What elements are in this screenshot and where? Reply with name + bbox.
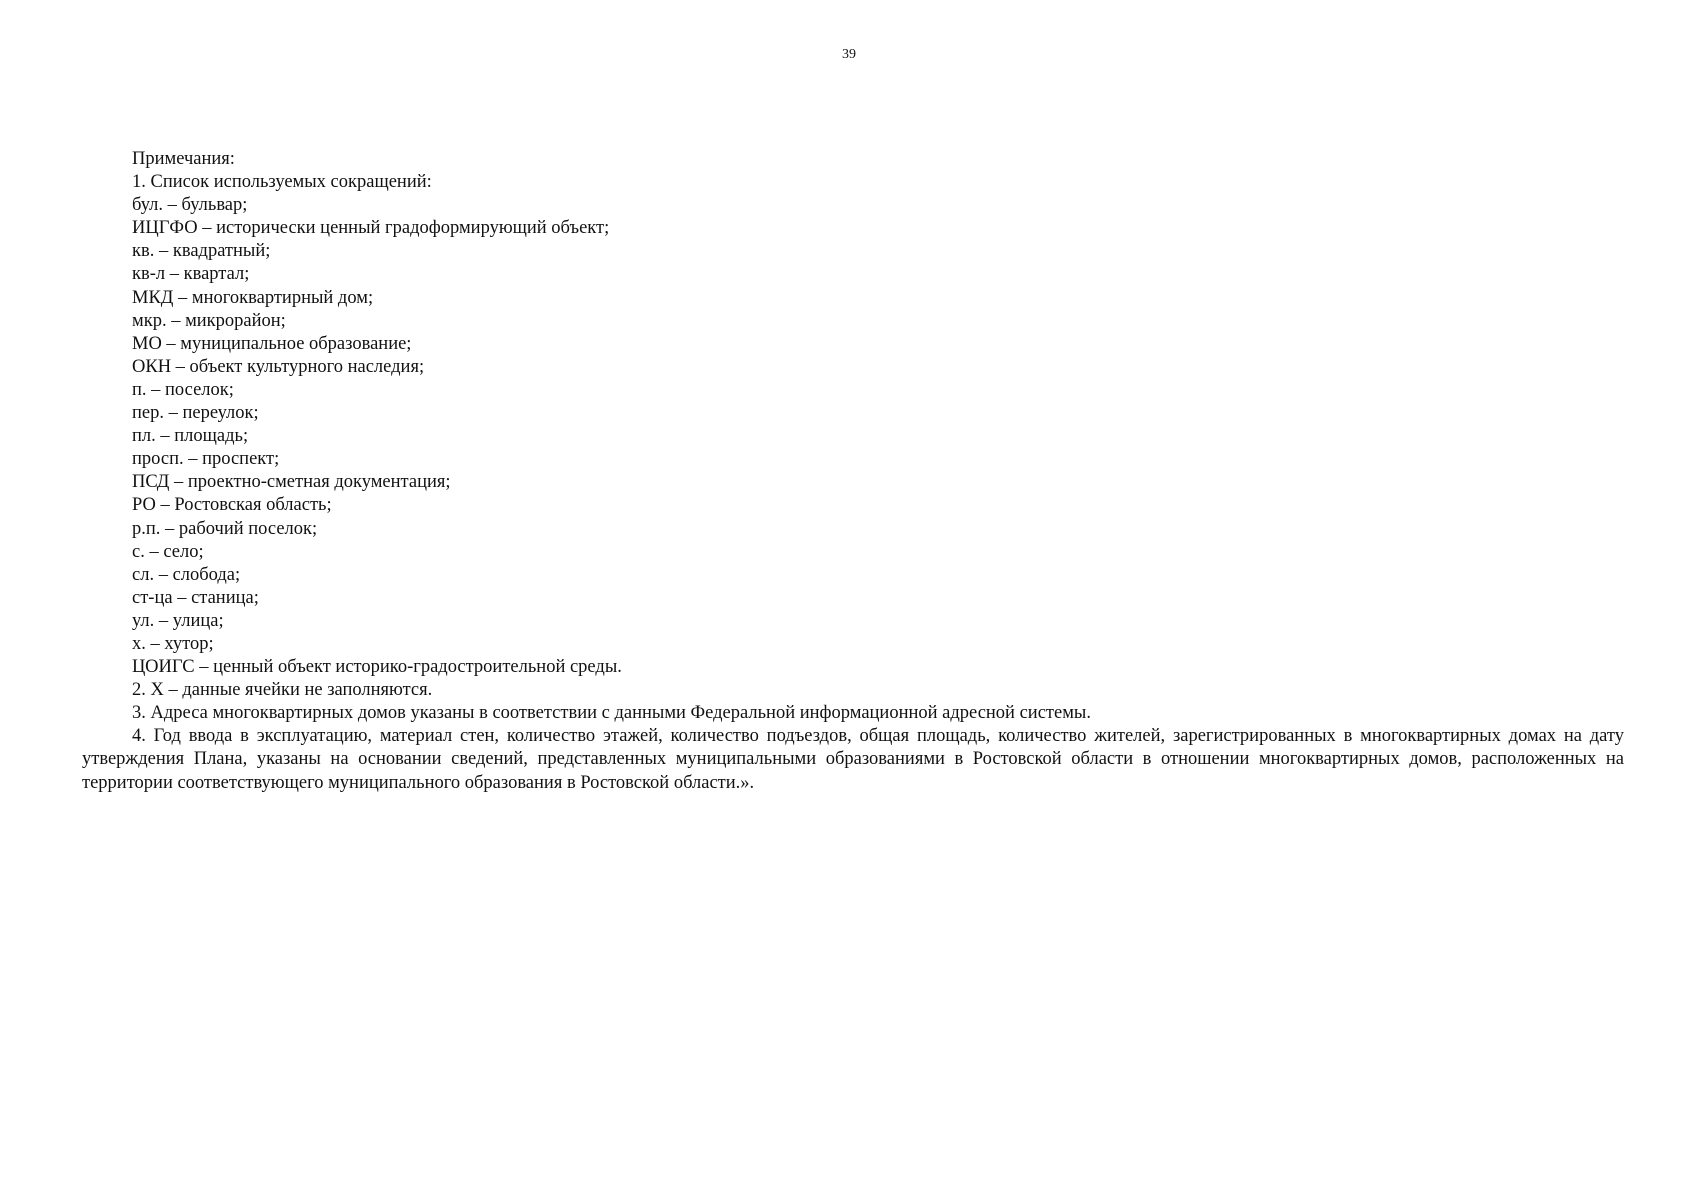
abbreviation-item: бул. – бульвар; (132, 195, 248, 216)
page-number: 39 (842, 47, 856, 62)
note-2: 2. Х – данные ячейки не заполняются. (132, 680, 433, 701)
abbreviation-item: ст-ца – станица; (132, 587, 259, 608)
abbreviation-item: ЦОИГС – ценный объект историко-градостроительной среды. (132, 657, 622, 678)
abbreviation-item: МО – муниципальное образование; (132, 333, 412, 354)
abbreviation-item: ОКН – объект культурного наследия; (132, 356, 425, 377)
abbreviation-item: кв. – квадратный; (132, 241, 271, 262)
abbreviation-item: кв-л – квартал; (132, 264, 250, 285)
notes-heading: Примечания: (132, 149, 235, 169)
abbreviation-item: р.п. – рабочий поселок; (132, 518, 318, 539)
note-1-title: 1. Список используемых сокращений: (132, 172, 432, 193)
abbreviation-item: РО – Ростовская область; (132, 495, 332, 516)
abbreviation-item: п. – поселок; (132, 379, 234, 400)
abbreviation-item: мкр. – микрорайон; (132, 310, 286, 331)
abbreviation-item: ИЦГФО – исторически ценный градоформирующий объект; (132, 218, 610, 239)
abbreviation-item: пл. – площадь; (132, 426, 249, 447)
abbreviation-item: х. – хутор; (132, 633, 214, 654)
abbreviation-item: просп. – проспект; (132, 449, 280, 470)
note-3: 3. Адреса многоквартирных домов указаны в соответствии с данными Федеральной информационной адресной системы. (132, 703, 1091, 724)
abbreviation-item: ПСД – проектно-сметная документация; (132, 472, 451, 493)
abbreviation-item: МКД – многоквартирный дом; (132, 287, 374, 308)
note-4: 4. Год ввода в эксплуатацию, материал стен, количество этажей, количество подъездов, общая площадь, количество жителей, зарегистрированных в многоквартирных домах на дату утверждения Плана, указаны на основании сведений, представленных муниципальными образованиями в Ростовской области в отношении многоквартирных домов, расположенных на территории соответствующего муниципального образования в Ростовской области.». (82, 726, 1624, 793)
abbreviation-item: пер. – переулок; (132, 403, 259, 424)
notes-section (82, 148, 1624, 795)
abbreviation-item: с. – село; (132, 541, 204, 562)
abbreviation-item: ул. – улица; (132, 610, 224, 631)
abbreviation-item: сл. – слобода; (132, 564, 241, 585)
